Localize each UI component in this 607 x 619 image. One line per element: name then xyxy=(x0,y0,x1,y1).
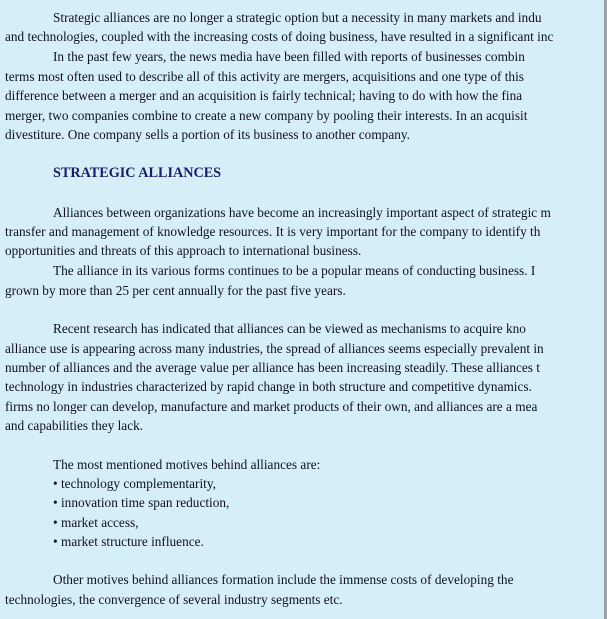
paragraph-line: firms no longer can develop, manufacture and market products of their own, and alliances are a mea xyxy=(5,399,538,414)
paragraph-line: Strategic alliances are no longer a strategic option but a necessity in many markets and indu xyxy=(53,10,542,25)
paragraph-line: terms most often used to describe all of this activity are mergers, acquisitions and one type of this xyxy=(5,69,524,84)
paragraph-line: and capabilities they lack. xyxy=(5,418,144,433)
paragraph-line: Alliances between organizations have become an increasingly important aspect of strategic m xyxy=(53,205,551,220)
paragraph-line: In the past few years, the news media have been filled with reports of businesses combin xyxy=(53,49,525,64)
paragraph-line: difference between a merger and an acquisition is fairly technical; having to do with how the fina xyxy=(5,88,523,103)
paragraph-line: The alliance in its various forms continues to be a popular means of conducting business. I xyxy=(53,263,536,278)
paragraph-line: alliance use is appearing across many industries, the spread of alliances seems especially prevalent in xyxy=(5,341,544,356)
paragraph-line: merger, two companies combine to create a new company by pooling their interests. In an acquisit xyxy=(5,108,528,123)
paragraph-line: and technologies, coupled with the increasing costs of doing business, have resulted in a significant inc xyxy=(5,29,554,44)
paragraph-line: opportunities and threats of this approach to international business. xyxy=(5,243,362,258)
paragraph-line: Recent research has indicated that alliances can be viewed as mechanisms to acquire kno xyxy=(53,321,526,336)
paragraph-line: number of alliances and the average value per alliance has been increasing steadily. These alliances t xyxy=(5,360,540,375)
paragraph-line: divestiture. One company sells a portion of its business to another company. xyxy=(5,127,410,142)
list-item: • technology complementarity, xyxy=(53,476,216,491)
section-heading: STRATEGIC ALLIANCES xyxy=(53,165,222,181)
paragraph-line: Other motives behind alliances formation include the immense costs of developing the xyxy=(53,572,514,587)
list-item: • market structure influence. xyxy=(53,534,204,549)
motives-intro: The most mentioned motives behind alliances are: xyxy=(53,457,321,472)
list-item: • market access, xyxy=(53,515,139,530)
paragraph-line: grown by more than 25 per cent annually for the past five years. xyxy=(5,283,346,298)
paragraph-line: transfer and management of knowledge resources. It is very important for the company to identify th xyxy=(5,224,541,239)
list-item: • innovation time span reduction, xyxy=(53,495,230,510)
paragraph-line: technologies, the convergence of several industry segments etc. xyxy=(5,592,343,607)
paragraph-line: technology in industries characterized by rapid change in both structure and competitive dynamics. xyxy=(5,379,532,394)
